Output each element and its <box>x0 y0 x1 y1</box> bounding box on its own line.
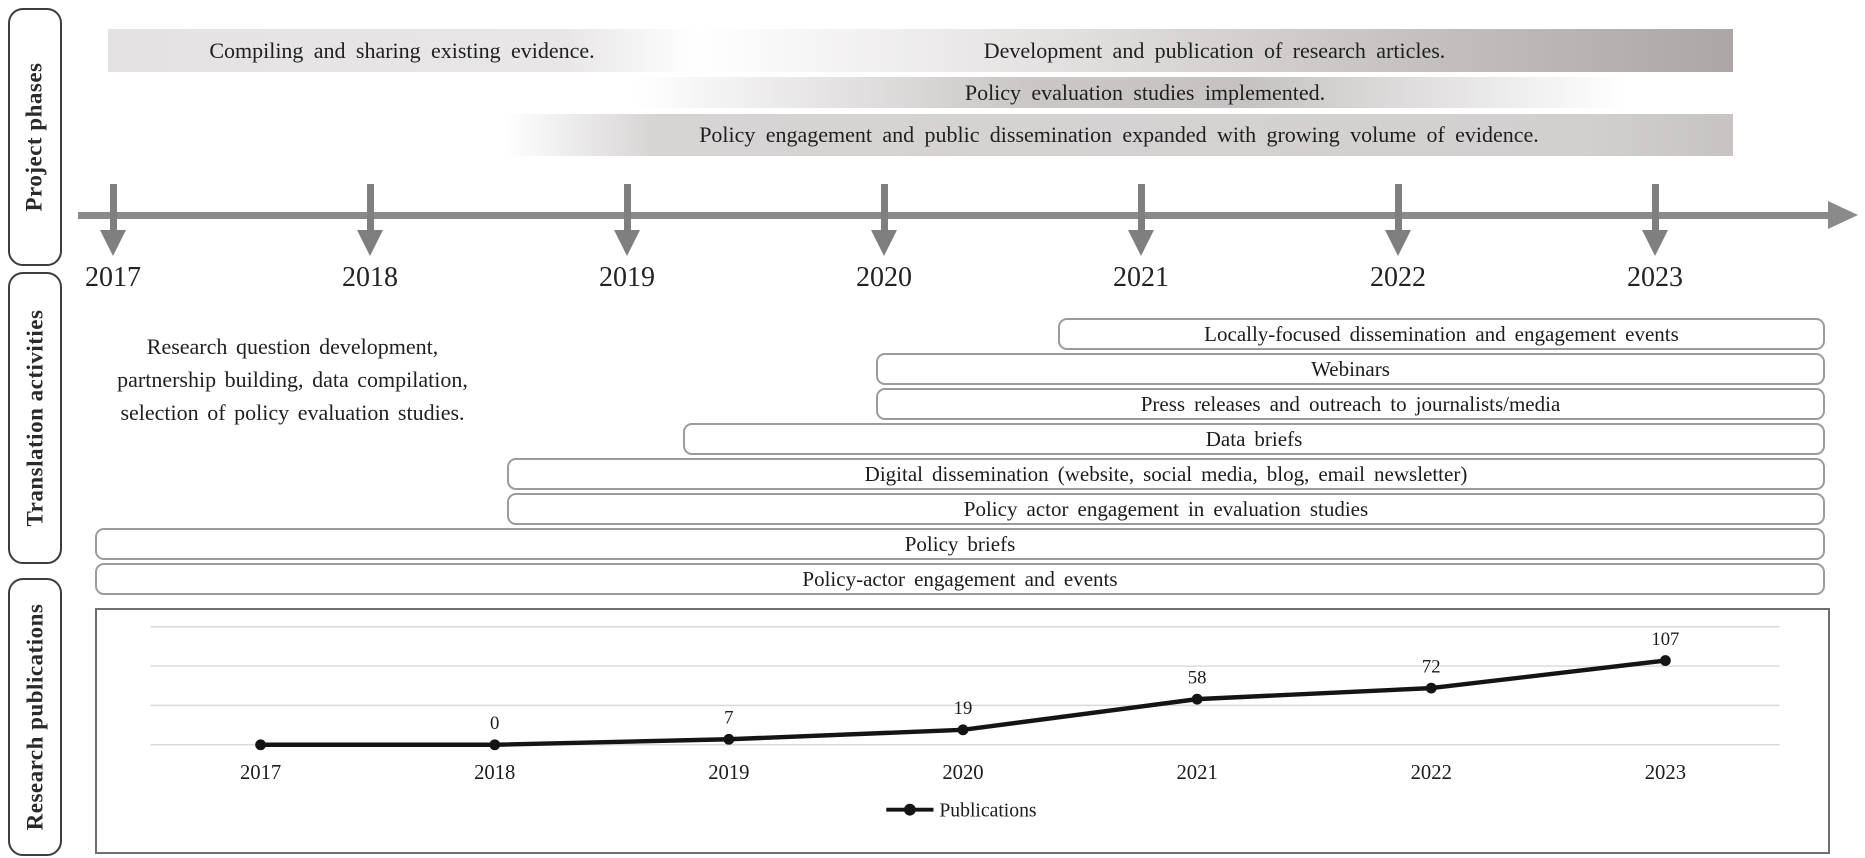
phase-bar-policy-evaluation <box>635 77 1655 108</box>
chart-point <box>1192 694 1203 705</box>
phase-bar-compiling-evidence <box>108 29 696 72</box>
section-label-project-phases: Project phases <box>22 62 47 212</box>
section-box-translation-activities <box>8 272 62 564</box>
year-label: 2017 <box>85 262 141 293</box>
year-label: 2023 <box>1627 262 1683 293</box>
activity-bar-label: Digital dissemination (website, social media, blog, email newsletter) <box>864 461 1468 486</box>
year-marker-2018 <box>310 184 430 296</box>
year-label: 2020 <box>856 262 912 293</box>
year-label: 2018 <box>342 262 398 293</box>
publications-chart <box>95 608 1830 854</box>
activity-bar-policy-actor-events <box>95 563 1825 595</box>
down-arrow-icon <box>367 184 374 230</box>
section-label-research-publications: Research publications <box>22 603 47 831</box>
year-marker-2020 <box>824 184 944 296</box>
chart-data-label: 72 <box>1421 656 1441 678</box>
down-arrowhead-icon <box>357 230 383 256</box>
down-arrowhead-icon <box>871 230 897 256</box>
year-marker-2022 <box>1338 184 1458 296</box>
activities-intro-text <box>95 330 490 429</box>
activity-bar-policy-actor-engagement-studies <box>507 493 1825 525</box>
year-marker-2023 <box>1595 184 1715 296</box>
intro-line: selection of policy evaluation studies. <box>120 400 465 425</box>
chart-point <box>1660 655 1671 666</box>
phase-bar-label: Policy engagement and public dissemination expanded with growing volume of evidence. <box>699 122 1539 147</box>
publications-chart-svg <box>97 610 1828 852</box>
chart-x-tick-label: 2017 <box>239 762 282 785</box>
down-arrow-icon <box>624 184 631 230</box>
chart-x-tick-label: 2023 <box>1644 762 1687 785</box>
down-arrowhead-icon <box>1385 230 1411 256</box>
phase-bar-label: Policy evaluation studies implemented. <box>964 79 1326 105</box>
legend-marker-icon <box>904 804 916 816</box>
down-arrow-icon <box>1395 184 1402 230</box>
chart-point <box>723 734 734 745</box>
section-label-translation-activities: Translation activities <box>22 309 48 527</box>
chart-data-label: 7 <box>724 707 734 729</box>
chart-x-tick-label: 2018 <box>474 762 516 785</box>
year-label: 2019 <box>599 262 655 293</box>
down-arrowhead-icon <box>1642 230 1668 256</box>
phase-bar-label: Compiling and sharing existing evidence. <box>209 37 595 63</box>
down-arrow-icon <box>881 184 888 230</box>
section-box-research-publications <box>8 578 62 856</box>
chart-x-tick-label: 2020 <box>942 762 984 785</box>
down-arrow-icon <box>110 184 117 230</box>
phase-bar-policy-engagement <box>505 114 1733 156</box>
chart-data-label: 107 <box>1651 628 1680 650</box>
chart-x-tick-label: 2021 <box>1176 762 1218 785</box>
down-arrow-icon <box>1138 184 1145 230</box>
activity-bar-label: Locally-focused dissemination and engagement events <box>1204 321 1679 346</box>
intro-line: Research question development, <box>146 334 439 359</box>
phase-bar-research-articles <box>696 29 1733 72</box>
activity-bar-policy-briefs <box>95 528 1825 560</box>
activity-bar-label: Data briefs <box>1205 426 1303 451</box>
intro-line: partnership building, data compilation, <box>117 367 468 392</box>
activity-bar-label: Policy briefs <box>904 531 1016 556</box>
chart-data-label: 19 <box>953 698 973 720</box>
year-marker-2017 <box>53 184 173 296</box>
activity-bar-label: Webinars <box>1311 356 1390 381</box>
chart-point <box>958 724 969 735</box>
legend-label: Publications <box>939 799 1037 822</box>
activity-bar-digital-dissemination <box>507 458 1825 490</box>
activity-bar-label: Press releases and outreach to journalists/media <box>1140 391 1561 416</box>
chart-data-label: 0 <box>490 713 500 735</box>
activity-bar-press-releases <box>876 388 1825 420</box>
down-arrowhead-icon <box>1128 230 1154 256</box>
down-arrowhead-icon <box>614 230 640 256</box>
chart-point <box>489 739 500 750</box>
year-label: 2021 <box>1113 262 1169 293</box>
chart-x-tick-label: 2022 <box>1410 762 1452 785</box>
chart-point <box>1426 683 1437 694</box>
down-arrow-icon <box>1652 184 1659 230</box>
chart-point <box>255 739 266 750</box>
chart-data-label: 58 <box>1187 667 1207 689</box>
year-label: 2022 <box>1370 262 1426 293</box>
activity-bar-data-briefs <box>683 423 1825 455</box>
year-marker-2019 <box>567 184 687 296</box>
timeline-axis-arrowhead-icon <box>1828 201 1858 229</box>
activity-bar-webinars <box>876 353 1825 385</box>
activity-bar-label: Policy-actor engagement and events <box>802 566 1118 591</box>
phase-bar-label: Development and publication of research articles. <box>983 37 1446 63</box>
activity-bar-label: Policy actor engagement in evaluation studies <box>963 496 1369 521</box>
chart-x-tick-label: 2019 <box>708 762 750 785</box>
year-marker-2021 <box>1081 184 1201 296</box>
activity-bar-locally-focused-events <box>1058 318 1825 350</box>
down-arrowhead-icon <box>100 230 126 256</box>
